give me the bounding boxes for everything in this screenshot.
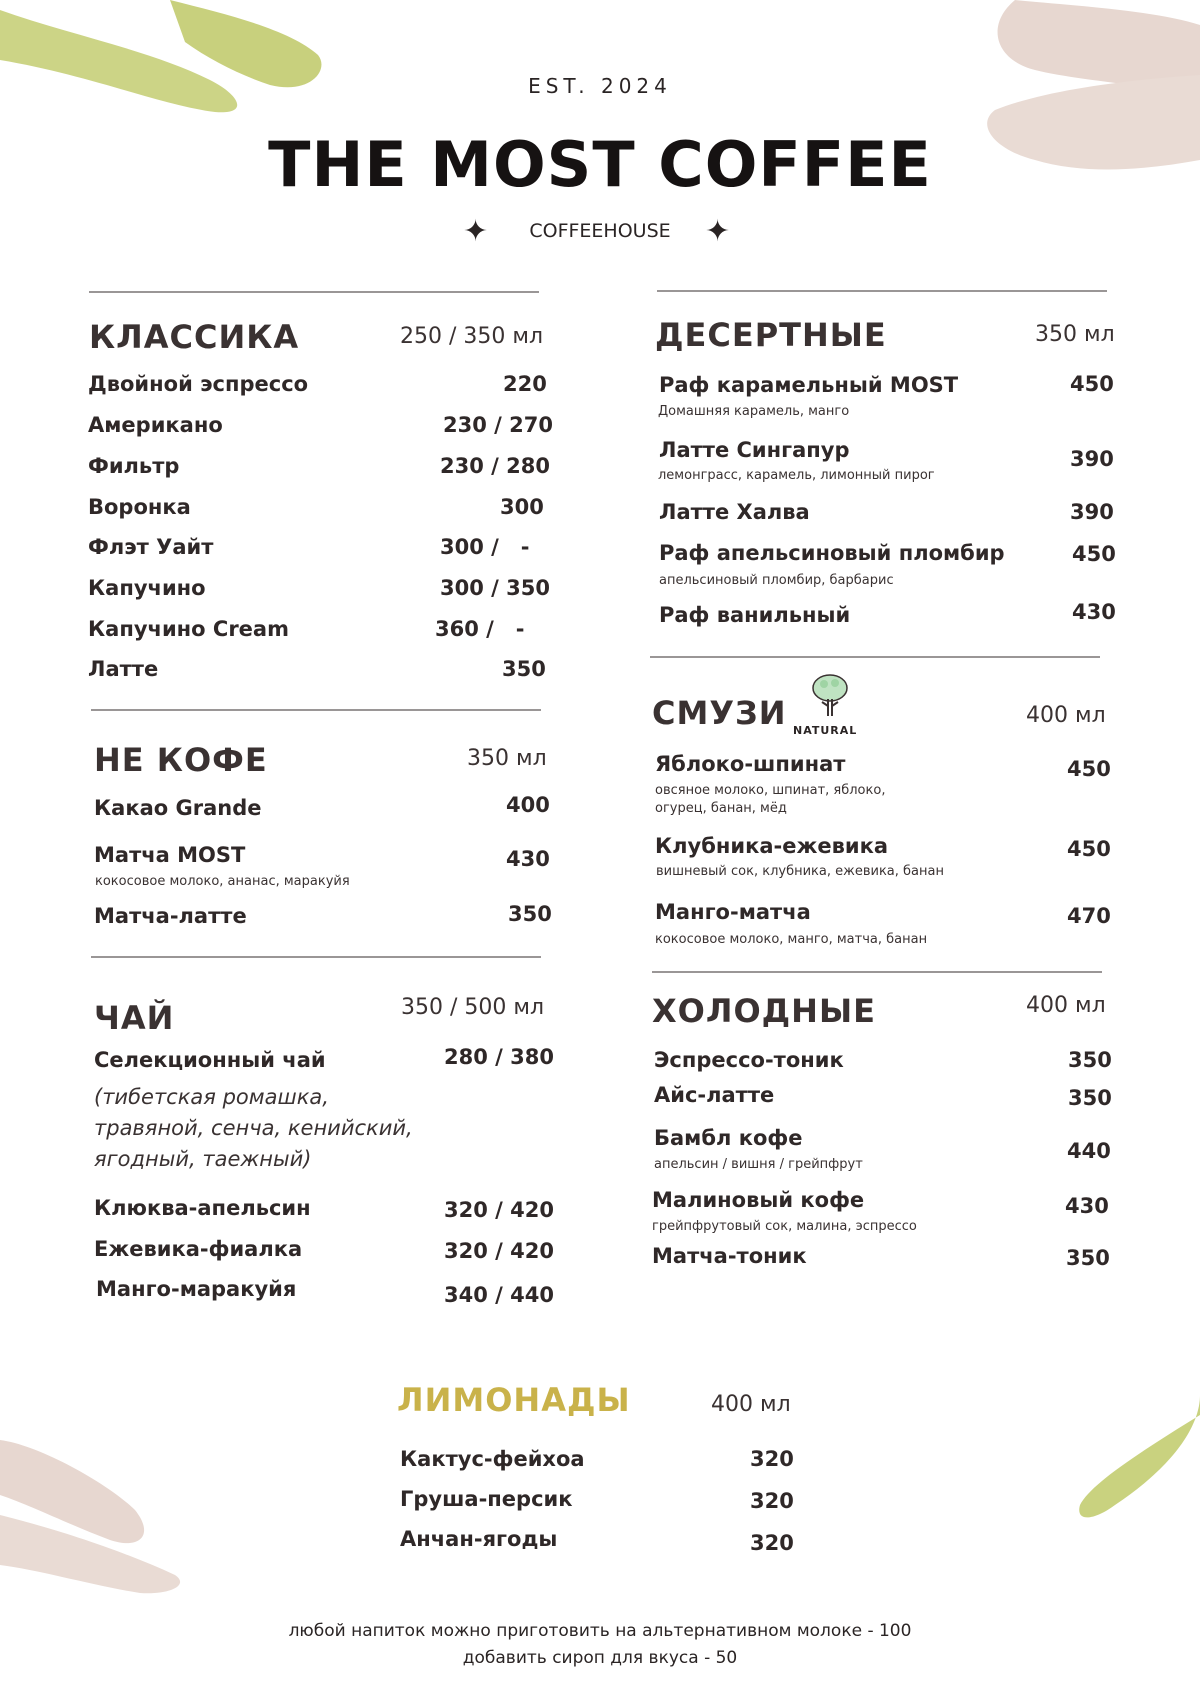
tea-varieties-note: [94, 1082, 413, 1175]
divider: [89, 291, 539, 293]
menu-item-name: Матча MOST: [94, 843, 246, 867]
menu-item-price: 350: [502, 657, 546, 681]
menu-item-description: кокосовое молоко, ананас, маракуйя: [95, 874, 350, 889]
menu-item-price: 300: [500, 495, 544, 519]
menu-item-price: 280 / 380: [444, 1045, 554, 1069]
divider: [650, 656, 1100, 658]
menu-item-name: Капучино Cream: [88, 617, 289, 641]
menu-item-price: 390: [1070, 500, 1114, 524]
footer-note-milk: любой напиток можно приготовить на альтернативном молоке - 100: [288, 1621, 912, 1641]
menu-item-price: 230 / 280: [440, 454, 550, 478]
menu-item-description: грейпфрутовый сок, малина, эспрессо: [652, 1219, 917, 1234]
menu-item-name: Раф карамельный MOST: [659, 373, 959, 397]
menu-item-price: 350: [1066, 1246, 1110, 1270]
menu-item-name: Анчан-ягоды: [400, 1527, 558, 1551]
sparkle-left-icon: ✦: [463, 214, 489, 249]
section-title-tea: ЧАЙ: [94, 999, 175, 1037]
menu-item-description: апельсиновый пломбир, барбарис: [659, 573, 894, 588]
menu-item-price: 430: [1072, 600, 1116, 624]
divider: [91, 709, 541, 711]
menu-item-name: Латте Сингапур: [659, 438, 850, 462]
menu-item-price: 450: [1072, 542, 1116, 566]
section-title-dessert: ДЕСЕРТНЫЕ: [655, 316, 887, 354]
menu-item-name: Яблоко-шпинат: [655, 752, 846, 776]
menu-item-name: Клубника-ежевика: [655, 834, 889, 858]
green-brush-top-left: [0, 0, 330, 120]
menu-item-price: 320 / 420: [444, 1239, 554, 1263]
est-label: EST. 2024: [528, 74, 672, 98]
menu-item-price: 450: [1070, 372, 1114, 396]
brand-subtitle: COFFEEHOUSE: [529, 220, 671, 242]
menu-item-name: Эспрессо-тоник: [654, 1048, 844, 1072]
menu-item-price: 430: [506, 847, 550, 871]
section-title-smoothie: СМУЗИ: [652, 694, 787, 732]
menu-item-description: апельсин / вишня / грейпфрут: [654, 1157, 863, 1172]
section-title-cold: ХОЛОДНЫЕ: [652, 992, 876, 1030]
menu-item-name: Манго-матча: [655, 900, 811, 924]
footer-note-syrup: добавить сироп для вкуса - 50: [462, 1648, 738, 1668]
menu-item-name: Латте Халва: [659, 500, 810, 524]
menu-item-description: огурец, банан, мёд: [655, 801, 787, 816]
menu-item-price: 320 / 420: [444, 1198, 554, 1222]
menu-item-name: Двойной эспрессо: [88, 372, 309, 396]
menu-item-price: 450: [1067, 837, 1111, 861]
menu-item-price: 400: [506, 793, 550, 817]
tea-note-line: ягодный, таежный): [94, 1147, 312, 1171]
sparkle-right-icon: ✦: [705, 214, 731, 249]
menu-item-price: 350: [508, 902, 552, 926]
section-title-lemonade: ЛИМОНАДЫ: [397, 1381, 631, 1419]
divider: [652, 971, 1102, 973]
menu-item-name: Бамбл кофе: [654, 1126, 803, 1150]
menu-item-name: Латте: [88, 657, 159, 681]
section-volume-cold: 400 мл: [1026, 993, 1106, 1018]
menu-item-name: Раф ванильный: [659, 603, 851, 627]
menu-item-name: Воронка: [88, 495, 191, 519]
menu-item-description: Домашняя карамель, манго: [658, 404, 850, 419]
menu-item-name: Флэт Уайт: [88, 535, 214, 559]
menu-item-name: Груша-персик: [400, 1487, 573, 1511]
menu-item-price: 440: [1067, 1139, 1111, 1163]
menu-item-name: Фильтр: [88, 454, 180, 478]
menu-item-price: 320: [750, 1531, 794, 1555]
green-brush-bottom-right: [1075, 1395, 1200, 1530]
menu-item-description: кокосовое молоко, манго, матча, банан: [655, 932, 928, 947]
tea-note-line: (тибетская ромашка,: [94, 1085, 329, 1109]
menu-item-price: 470: [1067, 904, 1111, 928]
brand-logo: THE MOST COFFEE: [268, 128, 932, 201]
pink-brush-bottom-left: [0, 1425, 200, 1595]
menu-item-price: 230 / 270: [443, 413, 553, 437]
divider: [91, 956, 541, 958]
section-volume-lemonade: 400 мл: [711, 1392, 791, 1417]
menu-item-name: Американо: [88, 413, 223, 437]
menu-item-price: 450: [1067, 757, 1111, 781]
menu-item-price: 350: [1068, 1086, 1112, 1110]
menu-item-name: Малиновый кофе: [652, 1188, 865, 1212]
menu-item-name: Какао Grande: [94, 796, 262, 820]
section-volume-tea: 350 / 500 мл: [401, 995, 545, 1020]
section-volume-smoothie: 400 мл: [1026, 703, 1106, 728]
menu-item-name: Матча-латте: [94, 904, 247, 928]
menu-item-name: Раф апельсиновый пломбир: [659, 541, 1005, 565]
tree-icon: [805, 674, 855, 720]
menu-item-price: 220: [503, 372, 547, 396]
menu-item-price: 320: [750, 1447, 794, 1471]
divider: [657, 290, 1107, 292]
section-title-classic: КЛАССИКА: [89, 318, 300, 356]
menu-item-description: вишневый сок, клубника, ежевика, банан: [656, 864, 944, 879]
menu-item-name: Ежевика-фиалка: [94, 1237, 303, 1261]
menu-item-name: Кактус-фейхоа: [400, 1447, 585, 1471]
section-title-not-coffee: НЕ КОФЕ: [94, 741, 268, 779]
menu-item-name: Матча-тоник: [652, 1244, 807, 1268]
menu-item-price: 390: [1070, 447, 1114, 471]
section-volume-dessert: 350 мл: [1035, 322, 1115, 347]
menu-item-price: 340 / 440: [444, 1283, 554, 1307]
menu-item-name: Айс-латте: [654, 1083, 775, 1107]
tea-note-line: травяной, сенча, кенийский,: [94, 1116, 413, 1140]
menu-item-description: лемонграсс, карамель, лимонный пирог: [658, 468, 935, 483]
menu-item-price: 320: [750, 1489, 794, 1513]
menu-item-description: овсяное молоко, шпинат, яблоко,: [655, 783, 886, 798]
menu-item-price: 300 / -: [440, 535, 530, 559]
natural-badge: NATURAL: [793, 724, 858, 737]
menu-item-price: 300 / 350: [440, 576, 550, 600]
menu-item-name: Капучино: [88, 576, 206, 600]
section-volume-not-coffee: 350 мл: [467, 746, 547, 771]
menu-item-price: 360 / -: [435, 617, 525, 641]
menu-item-price: 430: [1065, 1194, 1109, 1218]
section-volume-classic: 250 / 350 мл: [400, 324, 544, 349]
menu-item-name: Манго-маракуйя: [96, 1277, 297, 1301]
menu-item-name: Клюква-апельсин: [94, 1196, 311, 1220]
menu-item-price: 350: [1068, 1048, 1112, 1072]
menu-item-name: Селекционный чай: [94, 1048, 326, 1072]
